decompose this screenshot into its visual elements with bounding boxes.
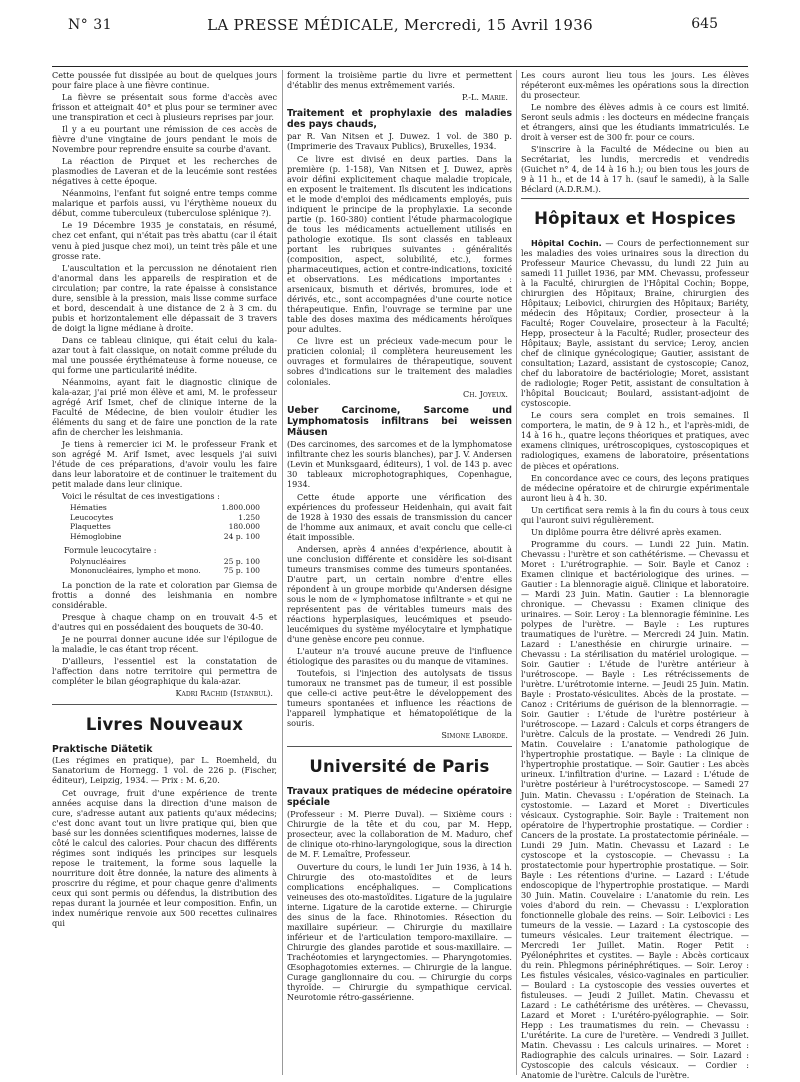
table-row <box>70 566 260 575</box>
paragraph: Néanmoins, ayant fait le diagnostic clinique de kala-azar, j'ai prié mon élève et ami, M. le professeur agrégé Arif Ismet, chef de clinique interne de la Faculté de Médecine, de bien vouloir étudier les éléments du sang et de faire une ponction de la rate afin de chercher les leishmania. <box>52 376 277 438</box>
paragraph: La réaction de Pirquet et les recherches de plasmodies de Laveran et de la leucémie sont restées négatives à cette époque. <box>52 156 277 187</box>
paragraph: La fièvre se présentait sous forme d'accès avec frisson et atteignait 40° et plus pour se terminer avec une transpiration et ceci à plusieurs reprises par jour. <box>52 92 277 123</box>
paragraph: Andersen, après 4 années d'expérience, aboutit à une conclusion différente et considère les soi-disant tumeurs transmises comme des tumeurs spontanées. D'autre part, un certain nombre d'entre elles répondent à un groupe morbide qu'Andersen désigne sous le nom de « lymphomatose infiltrante » et qui ne représentent pas de véritables tumeurs mais des réactions hyperplasiques, leucémiques et pseudo-leucémiques du système myélocytaire et lymphatique d'une genèse encore peu connue. <box>287 543 512 645</box>
page-header <box>0 0 800 44</box>
section-rule <box>52 704 277 705</box>
header-rule <box>52 66 748 67</box>
paragraph: S'inscrire à la Faculté de Médecine ou bien au Secrétariat, les lundis, mercredis et vendredis (Guichet n° 4, de 14 à 16 h.); ou bien tous les jours de 9 à 11 h., et de 14 à 17 h. (sauf le samedi), à la Salle Béclard (A.D.R.M.). <box>521 144 749 195</box>
paragraph: Un diplôme pourra être délivré après examen. <box>531 526 722 537</box>
paragraph: Cette poussée fut dissipée au bout de quelques jours pour faire place à une fièvre continue. <box>52 70 277 91</box>
column-divider <box>516 70 517 1075</box>
paragraph: Les cours auront lieu tous les jours. Les élèves répéteront eux-mêmes les opérations sous la direction du prosecteur. <box>521 70 749 101</box>
paragraph: Le nombre des élèves admis à ce cours est limité. Seront seuls admis : les docteurs en médecine français et étrangers, ainsi que les étudiants immatriculés. Le droit à verser est de 300 fr. pour ce cours. <box>521 102 749 143</box>
column-right <box>521 70 749 1081</box>
table-cell: Hématies <box>70 503 107 513</box>
paragraph: Néanmoins, l'enfant fut soigné entre temps comme malarique et parfois aussi, vu l'érythème noueux du début, comme tuberculeux (tuberculose splénique ?). <box>52 188 277 219</box>
paragraph: forment la troisième partie du livre et permettent d'établir des menus extrêmement variés. <box>287 70 512 91</box>
paragraph: L'auscultation et la percussion ne dénotaient rien d'anormal dans les appareils de respiration et de circulation; par contre, la rate épaisse à consistance dure, sensible à la pression, mais lisse comme surface et bord, descendait à une distance de 2 à 3 cm. du pubis et horizontalement elle dépassait de 3 travers de doigt la ligne médiane à droite. <box>52 262 277 333</box>
column-middle <box>287 70 512 1075</box>
review-meta: (Les régimes en pratique), par L. Roemheld, du Sanatorium de Hornegg. 1 vol. de 226 p. (Fischer, éditeur), Leipzig, 1934. — Prix : M. 6,20. <box>52 754 277 785</box>
table-row <box>70 532 260 541</box>
table-cell: 1.800.000 <box>221 503 260 513</box>
paragraph: D'ailleurs, l'essentiel est la constatation de l'affection dans notre territoire qui permettra de compléter le bilan géographique du kala-azar. <box>52 655 277 687</box>
table-cell: 180.000 <box>228 522 260 532</box>
course-meta: (Professeur : M. Pierre Duval). — Sixième cours : Chirurgie de la tête et du cou, par M. Hepp, prosecteur, avec la collaboration de M. Maduro, chef de clinique oto-rhino-laryngologique, sous la direction de M. F. Lemaître, Professeur. <box>287 808 512 859</box>
table-cell: Hémoglobine <box>70 531 122 541</box>
author-signature: Simone Laborde. <box>441 730 508 741</box>
table-cell: 24 p. 100 <box>223 531 260 541</box>
table-row <box>70 513 260 522</box>
review-title: Ueber Carcinome, Sarcome und Lymphomatosis infiltrans bei weissen Mäusen <box>287 404 512 439</box>
table-row <box>70 503 260 512</box>
paragraph: Le 19 Décembre 1935 je constatais, en résumé, chez cet enfant, qui n'était pas très abattu (car il était venu à pied jusque chez moi), un teint très pâle et une grosse rate. <box>52 220 277 261</box>
journal-date: LA PRESSE MÉDICALE, Mercredi, 15 Avril 1936 <box>207 16 593 34</box>
paragraph: En concordance avec ce cours, des leçons pratiques de médecine opératoire et de chirurgie expérimentale auront lieu à 4 h. 30. <box>521 472 749 503</box>
column-left <box>52 70 277 1075</box>
course-title: Travaux pratiques de médecine opératoire spéciale <box>287 785 512 809</box>
section-heading: Université de Paris <box>309 757 490 777</box>
table-row <box>70 522 260 531</box>
formula-label: Formule leucocytaire : <box>64 544 157 555</box>
paragraph: Presque à chaque champ on en trouvait 4-5 et d'autres qui en possédaient des bouquets de 30-40. <box>52 611 277 632</box>
review-meta: par R. Van Nitsen et J. Duwez. 1 vol. de 380 p. (Imprimerie des Travaux Publics), Bruxelles, 1934. <box>287 130 512 151</box>
hospital-name: Hôpital Cochin. <box>531 237 602 248</box>
table-cell: Mononucléaires, lympho et mono. <box>70 566 201 576</box>
review-title: Traitement et prophylaxie des maladies des pays chauds, <box>287 108 512 131</box>
formula-table <box>70 557 260 576</box>
table-cell: 75 p. 100 <box>223 566 260 576</box>
table-cell: Leucocytes <box>70 512 114 522</box>
paragraph: La ponction de la rate et coloration par Giemsa de frottis a donné des leishmania en nombre considérable. <box>52 579 277 610</box>
section-heading: Livres Nouveaux <box>85 715 244 735</box>
table-row <box>70 557 260 566</box>
paragraph: — Cours de perfectionnement sur les maladies des voies urinaires sous la direction du Professeur Maurice Chevassu, du lundi 22 Juin au samedi 11 Juillet 1936, par MM. Chevassu, professeur à la Faculté, chirurgien de l'Hôpital Cochin; Boppe, chirurgien des Hôpitaux; Braine, chirurgien des Hôpitaux; Leibovici, chirurgien des Hôpitaux; Bariéty, médecin des Hôpitaux; Cordier, prosecteur à la Faculté; Roger Couvelaire, prosecteur à la Faculté; Hepp, prosecteur à la Faculté; Rudler, prosecteur des Hôpitaux; Bayle, assistant du service; Leroy, ancien chef de clinique gynécologique; Gautier, assistant de consultation; Lazard, assistant de cystoscopie; Canoz, chef du laboratoire de bactériologie; Moret, assistant de radiologie; Roger Petit, assistant de consultation à l'hôpital Boucicaut; Boulard, assistant-adjoint de cystoscopie. <box>521 237 749 409</box>
programme: Programme du cours. — Lundi 22 Juin. Matin. Chevassu : l'urètre et son cathétérisme. — Chevassu et Moret : L'urétrographie. — Soir. Bayle et Canoz : Examen clinique et bactériologique des urines. — Gautier : La blennoragie aiguë. Clinique et laboratoire. — Mardi 23 Juin. Matin. Gautier : La blennoragie chronique. — Chevassu : Examen clinique des urinaires. — Soir. Leroy : La blennoragie féminine. Les polypes de l'urètre. — Bayle : Les ruptures traumatiques de l'urètre. — Mercredi 24 Juin. Matin. Lazard : L'anesthésie en chirurgie urinaire. — Chevassu : La stérilisation du matériel urologique. — Soir. Gautier : L'étude de l'urètre antérieur à l'urétroscope. — Bayle : Les rétrécissements de l'urètre. L'urétrotomie interne. — Jeudi 25 Juin. Matin. Bayle : Prostato-vésiculites. Abcès de la prostate. — Canoz : Critériums de guérison de la blennorragie. — Soir. Gautier : L'étude de l'urètre postérieur à l'urétroscope. — Lazard : Calculs et corps étrangers de l'urètre. Calculs de la prostate. — Vendredi 26 Juin. Matin. Couvelaire : L'anatomie pathologique de l'hypertrophie prostatique. — Bayle : La clinique de l'hypertrophie prostatique. — Soir. Gautier : Les abcès urineux. L'infiltration d'urine. — Lazard : L'étude de l'urètre postérieur à l'urétrocystoscope. — Samedi 27 Juin. Matin. Chevassu : L'opération de Steinach. La cystostomie. — Lazard et Moret : Diverticules vésicaux. Cystographie. Soir. Bayle : Traitement non opératoire de l'hypertrophie prostatique. — Cordier : Cancers de la prostate. La prostatectomie périnéale. — Lundi 29 Juin. Matin. Chevassu et Lazard : Le cystoscope et la cystoscopie. — Chevassu : La prostatectomie pour hypertrophie prostatique. — Soir. Bayle : Les rétentions d'urine. — Lazard : L'étude endoscopique de l'hypertrophie prostatique. — Mardi 30 Juin. Matin. Couvelaire : L'anatomie du rein. Les voies d'abord du rein. — Chevassu : L'exploration fonctionnelle globale des reins. — Soir. Leibovici : Les tumeurs de la vessie. — Lazard : La cystoscopie des tumeurs vésicales. Leur traitement électrique. — Mercredi 1er Juillet. Matin. Roger Petit : Pyélonéphrites et cystites. — Bayle : Abcès corticaux du rein. Phlegmons périnéphrétiques. — Soir. Leroy : Les fistules vésicales, vésico-vaginales en particulier. — Boulard : La cystoscopie des vessies ouvertes et fistuleuses. — Jeudi 2 Juillet. Matin. Chevassu et Lazard : Le cathétérisme des urétères. — Chevassu, Lazard et Moret : L'urétéro-pyélographie. — Soir. Hepp : Les traumatismes du rein. — Chevassu : L'urétérite. La cure de l'uretère. — Vendredi 3 Juillet. Matin. Chevassu : Les calculs urinaires. — Moret : Radiographie des calculs urinaires. — Soir. Lazard : Cystoscopie des calculs vésicaux. — Cordier : Anatomie de l'urètre. Calculs de l'urètre. <box>521 538 749 1081</box>
section-heading: Hôpitaux et Hospices <box>534 209 736 229</box>
author-signature: P.-L. Marie. <box>461 92 508 103</box>
blood-results-table <box>70 503 260 541</box>
review-title: Praktische Diätetik <box>52 743 153 755</box>
paragraph: Voici le résultat de ces investigations : <box>62 491 220 502</box>
paragraph: Cette étude apporte une vérification des expériences du professeur Heidenhain, qui avait fait de 1928 à 1930 des essais de transmission du cancer de l'homme aux animaux, et avait conclu que celle-ci était impossible. <box>287 491 512 542</box>
paragraph: Le cours sera complet en trois semaines. Il comportera, le matin, de 9 à 12 h., et l'après-midi, de 14 à 16 h., quatre leçons théoriques et pratiques, avec examens cliniques, urétroscopiques, cystoscopiques et radiologiques, examens de laboratoire, présentations de pièces et opérations. <box>521 410 749 471</box>
paragraph: Dans ce tableau clinique, qui était celui du kala-azar tout à fait classique, on notait comme prélude du mal une poussée érythémateuse à forme noueuse, ce qui forme une particularité inédite. <box>52 334 277 375</box>
author-signature: Ch. Joyeux. <box>463 388 508 399</box>
author-signature: Kadri Rachid (Istanbul). <box>175 688 273 699</box>
table-cell: 25 p. 100 <box>223 556 260 566</box>
paragraph: L'auteur n'a trouvé aucune preuve de l'influence étiologique des parasites ou du manque de vitamines. <box>287 646 512 667</box>
paragraph: Je tiens à remercier ici M. le professeur Frank et son agrégé M. Arif Ismet, avec lesquels j'ai suivi l'étude de ces préparations, d'avoir voulu les faire dans leur laboratoire et de continuer le traitement du petit malade dans leur clinique. <box>52 439 277 490</box>
table-cell: Polynucléaires <box>70 556 127 566</box>
table-cell: Plaquettes <box>70 522 111 532</box>
paragraph: Un certificat sera remis à la fin du cours à tous ceux qui l'auront suivi régulièrement. <box>521 504 749 525</box>
paragraph: Il y a eu pourtant une rémission de ces accès de fièvre d'une vingtaine de jours pendant le mois de Novembre pour reprendre ensuite sa courbe d'avant. <box>52 124 277 155</box>
paragraph: Cet ouvrage, fruit d'une expérience de trente années acquise dans la direction d'une maison de cure, s'adresse autant aux patients qu'aux médecins; c'est donc avant tout un livre pratique qui, bien que basé sur les données scientifiques modernes, laisse de côté le calcul des calories. Pour chacun des différents régimes sont indiqués les principes sur lesquels repose le traitement, la forme sous laquelle la nourriture doit être donnée, la nature des aliments à proscrire du régime, et pour chaque genre d'aliments ceux qui sont permis ou défendus, la distribution des repas durant la journée et leur composition. Enfin, un index numérique renvoie aux 500 recettes culinaires qui <box>52 787 277 929</box>
paragraph: Ce livre est un précieux vade-mecum pour le praticien colonial; il complètera heureusement les ouvrages et formulaires de thérapeutique, souvent sobres d'indications sur le traitement des maladies coloniales. <box>287 336 512 387</box>
table-cell: 1.250 <box>238 512 260 522</box>
section-rule <box>521 198 749 199</box>
issue-number: N° 31 <box>68 17 113 33</box>
section-rule <box>287 746 512 747</box>
page-number: 645 <box>691 16 718 32</box>
paragraph: Je ne pourrai donner aucune idée sur l'épilogue de la maladie, le cas étant trop récent. <box>52 633 277 654</box>
paragraph: Toutefois, si l'injection des autolysats de tissus tumoraux ne transmet pas de tumeur, il est possible que celle-ci active peut-être le développement des tumeurs spontanées et influence les réactions de l'appareil lymphatique et hématopoïétique de la souris. <box>287 668 512 729</box>
paragraph: Ce livre est divisé en deux parties. Dans la première (p. 1-158), Van Nitsen et J. Duwez, après avoir défini explicitement chaque maladie tropicale, en exposent le traitement. Ils discutent les indications et le mode d'emploi des médicaments employés, puis indiquent le principe de la prophylaxie. La seconde partie (p. 160-380) contient l'étude pharmacologique de tous les médicaments actuellement utilisés en pathologie exotique. Ils sont classés en tableaux portant les rubriques suivantes : généralités (composition, aspect, solubilité, etc.), formes pharmaceutiques, action et contre-indications, toxicité et observations. Les médications importantes : arsenicaux, bismuth et dérivés, bromures, iode et dérivés, etc., sont accompagnées d'une courte notice thérapeutique. Enfin, l'ouvrage se termine par une table des doses maxima des médicaments héroïques pour adultes. <box>287 153 512 335</box>
paragraph: Ouverture du cours, le lundi 1er Juin 1936, à 14 h. Chirurgie des oto-mastoïdites et de leurs complications encéphaliques. — Complications veineuses des oto-mastoïdites. Ligature de la jugulaire interne. Ligature de la carotide externe. — Chirurgie des sinus de la face. Rhinotomies. Résection du maxillaire supérieur. — Chirurgie du maxillaire inférieur et de l'articulation temporo-maxillaire. — Chirurgie des glandes parotide et sous-maxillaire. — Trachéotomies et laryngectomies. — Pharyngotomies. Œsophagotomies externes. — Chirurgie de la langue. Curage ganglionnaire du cou. — Chirurgie du corps thyroïde. — Chirurgie du sympathique cervical. Neurotomie rétro-gassérienne. <box>287 861 512 1003</box>
review-meta: (Des carcinomes, des sarcomes et de la lymphomatose infiltrante chez les souris blanches), par J. V. Andersen (Levin et Munksgaard, éditeurs), 1 vol. de 143 p. avec 30 tableaux microphotographiques, Copenhague, 1934. <box>287 438 512 489</box>
column-divider <box>282 70 283 1075</box>
